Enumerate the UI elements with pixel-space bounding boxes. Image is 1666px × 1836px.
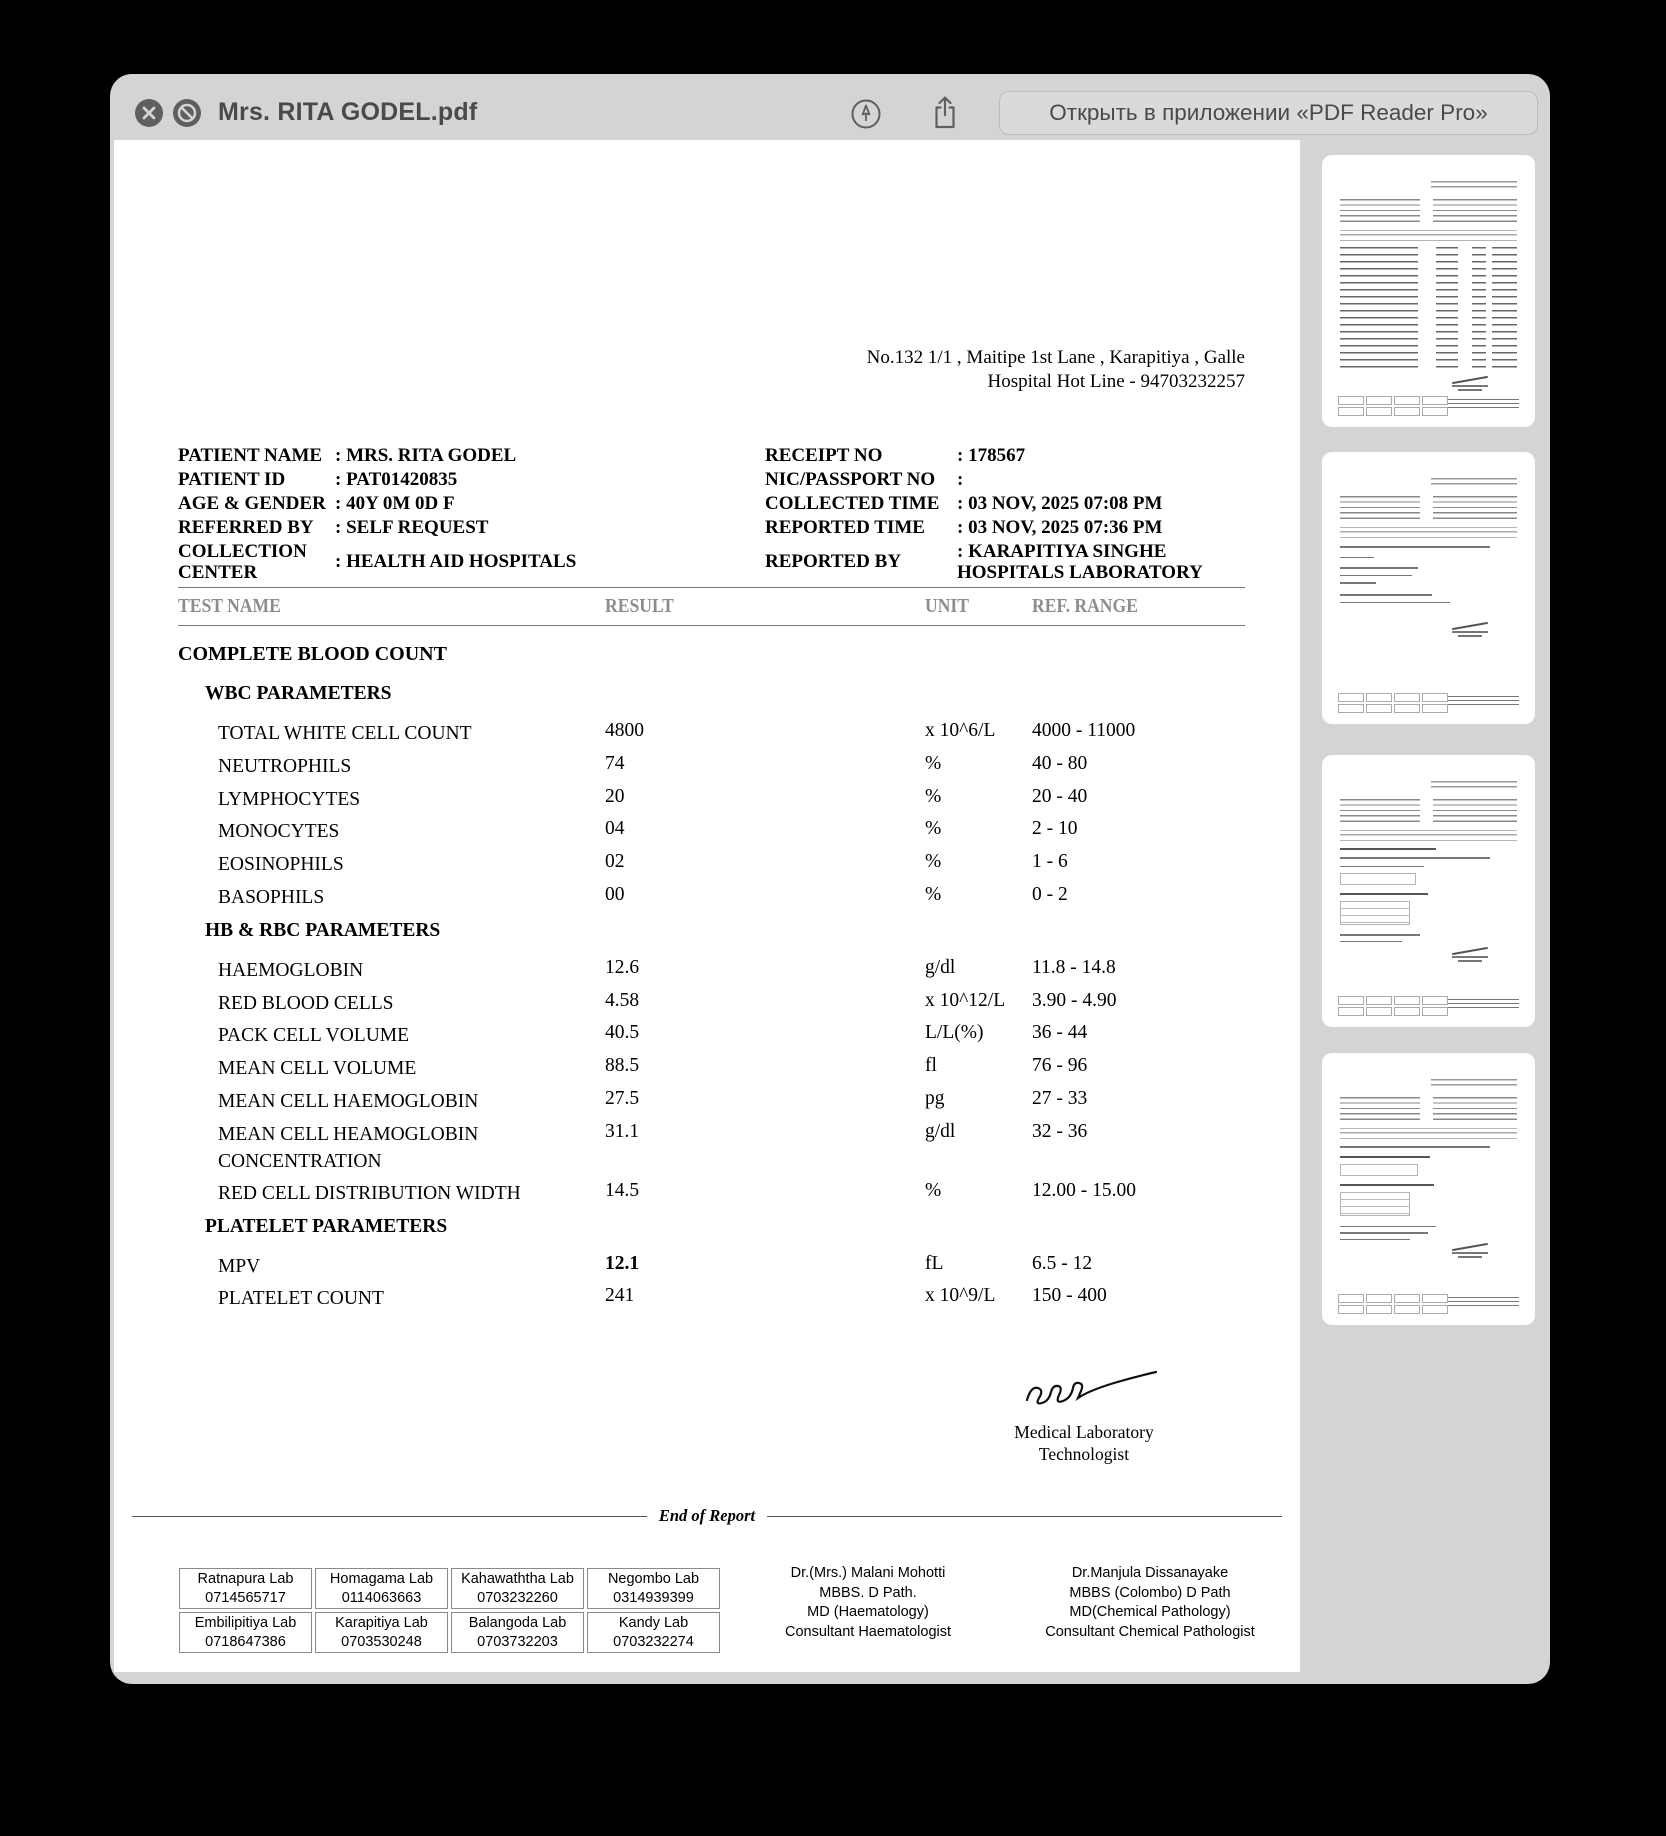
test-unit: % <box>925 752 942 774</box>
field-value: : 178567 <box>957 445 1026 466</box>
address-line-1: No.132 1/1 , Maitipe 1st Lane , Karapitiya , Galle <box>866 347 1245 368</box>
test-ref-range: 27 - 33 <box>1032 1087 1088 1109</box>
lab-name: Karapitiya Lab <box>335 1615 428 1631</box>
address-line-2: Hospital Hot Line - 94703232257 <box>987 370 1245 392</box>
test-ref-range: 1 - 6 <box>1032 851 1068 873</box>
test-ref-range: 32 - 36 <box>1032 1120 1088 1142</box>
field-value: : 03 NOV, 2025 07:08 PM <box>957 493 1163 514</box>
test-result: 4.58 <box>605 989 640 1011</box>
patient-info-right <box>765 444 1245 584</box>
field-label: COLLECTED TIME <box>765 493 940 514</box>
doctor-qualification: MD (Haematology) <box>807 1604 929 1620</box>
test-name: PACK CELL VOLUME <box>218 1025 410 1047</box>
doctor-qualification: MD(Chemical Pathology) <box>1069 1604 1231 1620</box>
thumbnail-preview <box>1322 452 1535 724</box>
test-result: 00 <box>605 883 625 905</box>
doctor-role: Consultant Chemical Pathologist <box>1045 1623 1255 1640</box>
table-row <box>178 1285 1245 1318</box>
test-name: MEAN CELL VOLUME <box>218 1058 417 1080</box>
lab-name: Kahawaththa Lab <box>461 1571 574 1587</box>
table-row <box>178 1253 1245 1286</box>
preview-window <box>110 74 1550 1684</box>
patient-info-row <box>178 468 743 492</box>
test-result: 02 <box>605 851 625 873</box>
lab-phone: 0703732203 <box>477 1633 558 1650</box>
test-ref-range: 4000 - 11000 <box>1032 720 1136 741</box>
field-value: : PAT01420835 <box>335 469 458 490</box>
test-result: 4800 <box>605 720 644 741</box>
test-unit: % <box>925 883 942 905</box>
test-ref-range: 6.5 - 12 <box>1032 1252 1093 1274</box>
field-label: REPORTED TIME <box>765 517 925 538</box>
test-ref-range: 76 - 96 <box>1032 1055 1088 1077</box>
test-result: 88.5 <box>605 1055 640 1077</box>
doctor-haematologist <box>743 1564 993 1642</box>
test-result: 12.1 <box>605 1252 640 1274</box>
test-ref-range: 0 - 2 <box>1032 883 1068 905</box>
end-of-report <box>132 1506 1282 1526</box>
test-result: 31.1 <box>605 1120 640 1142</box>
lab-contact <box>315 1612 448 1653</box>
field-value: : KARAPITIYA SINGHE HOSPITALS LABORATORY <box>957 540 1203 583</box>
lab-contact-grid <box>179 1568 720 1653</box>
pdf-page <box>114 140 1300 1672</box>
test-result: 14.5 <box>605 1179 640 1201</box>
test-result: 241 <box>605 1285 635 1307</box>
markup-icon[interactable] <box>850 98 880 128</box>
window-title: Mrs. RITA GODEL.pdf <box>218 98 478 126</box>
field-value: : 40Y 0M 0D F <box>335 493 455 514</box>
test-ref-range: 12.00 - 15.00 <box>1032 1179 1136 1201</box>
patient-info-row <box>178 444 743 468</box>
test-result: 20 <box>605 785 625 807</box>
table-row <box>178 1088 1245 1121</box>
test-result: 04 <box>605 818 625 840</box>
field-value: : HEALTH AID HOSPITALS <box>335 551 577 573</box>
table-row <box>178 851 1245 884</box>
field-value: : 03 NOV, 2025 07:36 PM <box>957 517 1163 538</box>
doctor-name: Dr.Manjula Dissanayake <box>1071 1565 1229 1581</box>
lab-contact <box>451 1568 584 1609</box>
field-value: : MRS. RITA GODEL <box>335 445 517 466</box>
patient-info-row <box>178 492 743 516</box>
lab-name: Embilipitiya Lab <box>194 1615 297 1631</box>
lab-name: Ratnapura Lab <box>197 1571 294 1587</box>
lab-contact <box>451 1612 584 1653</box>
test-result: 74 <box>605 752 625 774</box>
test-name: LYMPHOCYTES <box>218 788 361 810</box>
open-in-app-label: Открыть в приложении «PDF Reader Pro» <box>1049 100 1488 125</box>
signature-caption-1: Medical Laboratory <box>1014 1422 1154 1442</box>
lab-name: Balangoda Lab <box>468 1615 567 1631</box>
thumbnail-page-1[interactable] <box>1322 155 1535 427</box>
field-label: REPORTED BY <box>765 551 902 573</box>
table-row <box>178 818 1245 851</box>
field-label: COLLECTION CENTER <box>178 540 307 583</box>
thumbnail-page-3[interactable] <box>1322 755 1535 1027</box>
test-name: TOTAL WHITE CELL COUNT <box>218 723 472 744</box>
thumbnail-preview <box>1322 755 1535 1027</box>
test-unit: % <box>925 851 942 873</box>
patient-info-left <box>178 444 743 584</box>
thumbnail-preview <box>1322 1053 1535 1325</box>
test-unit: % <box>925 818 942 840</box>
section-header-wbc: WBC PARAMETERS <box>205 683 392 704</box>
divider-line <box>767 1516 1282 1517</box>
table-row <box>178 786 1245 819</box>
field-label: PATIENT ID <box>178 469 286 490</box>
lab-address <box>867 346 1245 393</box>
test-unit: L/L(%) <box>925 1022 984 1044</box>
field-label: AGE & GENDER <box>178 493 326 514</box>
test-ref-range: 3.90 - 4.90 <box>1032 989 1117 1011</box>
test-unit: x 10^12/L <box>925 989 1006 1011</box>
test-ref-range: 2 - 10 <box>1032 818 1078 840</box>
lab-name: Homagama Lab <box>329 1571 434 1587</box>
field-label: NIC/PASSPORT NO <box>765 469 936 490</box>
results-table-header <box>178 587 1245 626</box>
table-row <box>178 720 1245 753</box>
test-name: MPV <box>218 1255 261 1277</box>
patient-info-row <box>765 492 1245 516</box>
field-label: PATIENT NAME <box>178 445 323 466</box>
lab-contact <box>587 1568 720 1609</box>
lab-phone: 0703232274 <box>613 1633 694 1650</box>
patient-info-row <box>765 516 1245 540</box>
test-result: 40.5 <box>605 1022 640 1044</box>
column-header-test-name: TEST NAME <box>178 595 281 617</box>
thumbnail-page-4[interactable] <box>1322 1053 1535 1325</box>
toolbar <box>110 74 1550 140</box>
lab-phone: 0114063663 <box>341 1589 422 1606</box>
open-in-app-button[interactable] <box>999 91 1538 135</box>
results-table <box>178 643 1245 1318</box>
test-unit: fL <box>925 1252 944 1274</box>
field-value: : <box>957 469 964 490</box>
field-label: REFERRED BY <box>178 517 314 538</box>
test-ref-range: 20 - 40 <box>1032 785 1088 807</box>
column-header-unit: UNIT <box>925 595 970 617</box>
table-row <box>178 990 1245 1023</box>
lab-phone: 0703530248 <box>341 1633 422 1650</box>
test-result: 27.5 <box>605 1087 640 1109</box>
lab-contact <box>315 1568 448 1609</box>
lab-phone: 0314939399 <box>613 1589 694 1606</box>
test-name: BASOPHILS <box>218 886 325 908</box>
doctor-qualification: MBBS (Colombo) D Path <box>1069 1584 1231 1601</box>
test-ref-range: 40 - 80 <box>1032 752 1088 774</box>
lab-name: Negombo Lab <box>607 1571 700 1587</box>
doctor-chemical-pathologist <box>1025 1564 1275 1642</box>
test-name: MONOCYTES <box>218 821 340 843</box>
test-unit: % <box>925 785 942 807</box>
test-unit: pg <box>925 1087 945 1109</box>
lab-phone: 0703232260 <box>477 1589 558 1606</box>
column-header-ref-range: REF. RANGE <box>1032 595 1138 617</box>
test-unit: x 10^9/L <box>925 1285 996 1307</box>
test-name: MEAN CELL HAEMOGLOBIN <box>218 1090 479 1112</box>
signature-caption-2: Technologist <box>1038 1444 1130 1464</box>
test-name: NEUTROPHILS <box>218 755 352 777</box>
section-header-hb-rbc: HB & RBC PARAMETERS <box>205 919 441 941</box>
no-entry-icon[interactable] <box>172 98 202 128</box>
table-row <box>178 753 1245 786</box>
test-unit: % <box>925 1179 942 1201</box>
table-row <box>178 1180 1245 1213</box>
test-ref-range: 11.8 - 14.8 <box>1032 956 1116 978</box>
signature-image <box>999 1368 1169 1416</box>
lab-name: Kandy Lab <box>618 1615 689 1631</box>
test-name: PLATELET COUNT <box>218 1288 384 1310</box>
patient-info-row <box>178 540 743 584</box>
end-of-report-label: End of Report <box>658 1506 756 1525</box>
table-row <box>178 1055 1245 1088</box>
patient-info-row <box>765 540 1245 584</box>
report-title: COMPLETE BLOOD COUNT <box>178 643 447 665</box>
lab-phone: 0714565717 <box>205 1589 286 1606</box>
section-header-platelet: PLATELET PARAMETERS <box>205 1215 448 1237</box>
test-name: HAEMOGLOBIN <box>218 959 364 981</box>
table-row <box>178 884 1245 917</box>
patient-info-row <box>765 468 1245 492</box>
signature-block <box>944 1368 1224 1465</box>
table-row <box>178 957 1245 990</box>
patient-info-row <box>765 444 1245 468</box>
test-name: RED BLOOD CELLS <box>218 992 394 1014</box>
test-name: RED CELL DISTRIBUTION WIDTH <box>218 1182 521 1204</box>
close-icon[interactable] <box>134 98 164 128</box>
table-row <box>178 1121 1245 1180</box>
column-header-result: RESULT <box>605 595 674 617</box>
test-unit: g/dl <box>925 1120 956 1142</box>
doctor-role: Consultant Haematologist <box>784 1623 952 1640</box>
doctor-name: Dr.(Mrs.) Malani Mohotti <box>790 1565 946 1581</box>
field-label: RECEIPT NO <box>765 445 883 466</box>
table-row <box>178 1022 1245 1055</box>
doctor-qualification: MBBS. D Path. <box>819 1584 917 1601</box>
test-ref-range: 36 - 44 <box>1032 1022 1088 1044</box>
test-result: 12.6 <box>605 956 640 978</box>
test-name: MEAN CELL HEAMOGLOBIN CONCENTRATION <box>218 1123 479 1172</box>
lab-contact <box>179 1612 312 1653</box>
test-unit: x 10^6/L <box>925 720 996 741</box>
share-icon[interactable] <box>930 95 960 125</box>
lab-contact <box>179 1568 312 1609</box>
test-ref-range: 150 - 400 <box>1032 1285 1107 1307</box>
divider-line <box>132 1516 647 1517</box>
test-name: EOSINOPHILS <box>218 854 344 876</box>
test-unit: fl <box>925 1055 937 1077</box>
thumbnail-page-2[interactable] <box>1322 452 1535 724</box>
test-unit: g/dl <box>925 956 956 978</box>
thumbnail-preview <box>1322 155 1535 427</box>
patient-info-row <box>178 516 743 540</box>
lab-contact <box>587 1612 720 1653</box>
field-value: : SELF REQUEST <box>335 517 489 538</box>
lab-phone: 0718647386 <box>205 1633 286 1650</box>
